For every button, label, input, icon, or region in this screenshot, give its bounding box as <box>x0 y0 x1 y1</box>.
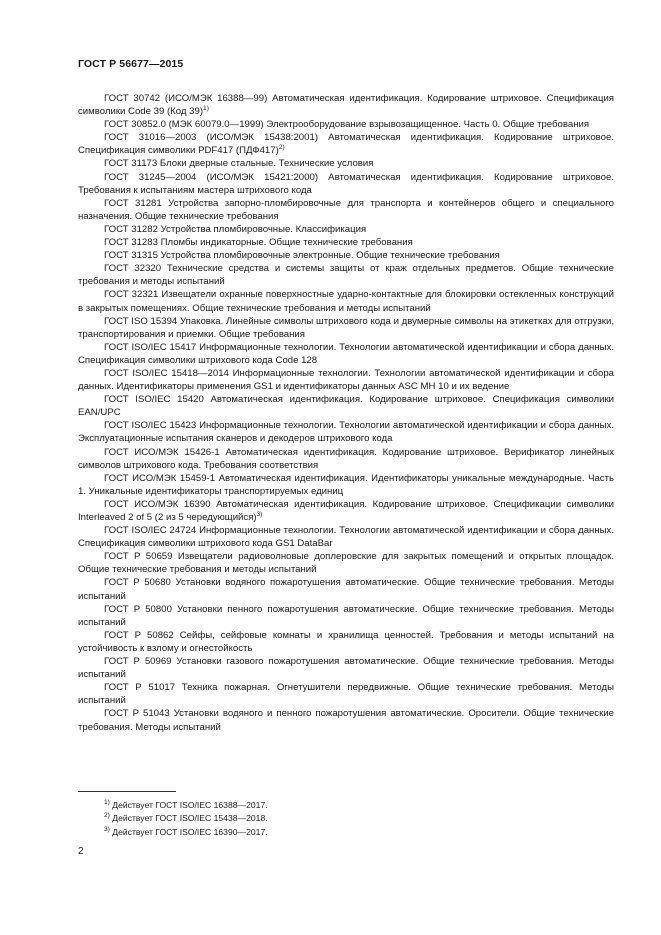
reference-text: ГОСТ Р 50800 Установки пенного пожаротушения автоматические. Общие технические требования. Методы испытаний <box>78 603 614 628</box>
reference-text: ГОСТ 31281 Устройства запорно-пломбировочные для транспорта и контейнеров общего и специального назначения. Общие технические требования <box>78 197 614 222</box>
reference-item <box>78 419 614 445</box>
reference-text: ГОСТ ISO/IEC 15420 Автоматическая идентификация. Кодирование штриховое. Спецификация символики EAN/UPC <box>78 394 614 419</box>
reference-item <box>78 157 614 170</box>
reference-item <box>78 472 614 498</box>
reference-item <box>78 498 614 524</box>
reference-text: ГОСТ 30742 (ИСО/МЭК 16388—99) Автоматическая идентификация. Кодирование штриховое. Спецификация символики Code 39 (Код 39) <box>78 93 614 118</box>
reference-item <box>78 367 614 393</box>
reference-text: ГОСТ 30852.0 (МЭК 60079.0—1999) Электрооборудование взрывозащищенное. Часть 0. Общие требования <box>104 119 590 131</box>
reference-text: ГОСТ Р 50969 Установки газового пожаротушения автоматические. Общие технические требования. Методы испытаний <box>78 656 614 681</box>
document-header: ГОСТ Р 56677—2015 <box>78 58 184 70</box>
reference-text: ГОСТ Р 51043 Установки водяного и пенного пожаротушения автоматические. Оросители. Общие технические требования. Методы испытаний <box>78 708 614 733</box>
reference-item <box>78 629 614 655</box>
reference-item <box>78 341 614 367</box>
normative-references-list <box>78 92 614 734</box>
reference-item <box>78 655 614 681</box>
reference-text: ГОСТ ISO/IEC 15423 Информационные технологии. Технологии автоматической идентификации и сбора данных. Эксплуатационные испытания сканеров и декодеров штрихового кода <box>78 420 614 445</box>
reference-text: ГОСТ 31283 Пломбы индикаторные. Общие технические требования <box>104 237 413 249</box>
reference-item <box>78 197 614 223</box>
footnote-text: Действует ГОСТ ISO/IEC 16388—2017. <box>112 800 268 810</box>
reference-text: ГОСТ ИСО/МЭК 16390 Автоматическая идентификация. Кодирование штриховое. Спецификации символики Interleaved 2 of 5 (2 из 5 чередующийся) <box>78 498 614 523</box>
footnote-mark: 3) <box>104 825 110 833</box>
footnote-marker: 2) <box>278 144 285 152</box>
footnote-item <box>104 826 604 839</box>
reference-text: ГОСТ Р 50862 Сейфы, сейфовые комнаты и хранилища ценностей. Требования и методы испытаний на устойчивость к взлому и огнестойкость <box>78 629 614 654</box>
reference-text: ГОСТ ISO 15394 Упаковка. Линейные символы штрихового кода и двумерные символы на этикетках для отгрузки, транспортирования и приемки. Общие требования <box>78 315 614 340</box>
footnote-marker: 1) <box>203 104 209 112</box>
reference-text: ГОСТ 32320 Технические средства и системы защиты от краж отдельных предметов. Общие технические требования и методы испытаний <box>78 263 614 288</box>
reference-item <box>78 118 614 131</box>
footnotes-list <box>104 799 604 839</box>
footnote-item <box>104 812 604 825</box>
page-number: 2 <box>78 846 84 857</box>
reference-item <box>78 681 614 707</box>
footnote-separator <box>78 791 176 792</box>
reference-text: ГОСТ 31245—2004 (ИСО/МЭК 15421:2000) Автоматическая идентификация. Кодирование штриховое. Требования к испытаниям мастера штрихового кода <box>78 171 614 196</box>
reference-text: ГОСТ ИСО/МЭК 15426-1 Автоматическая идентификация. Кодирование штриховое. Верификатор линейных символов штрихового кода. Требования соответствия <box>78 446 614 471</box>
reference-text: ГОСТ ISO/IEC 24724 Информационные технологии. Технологии автоматической идентификации и сбора данных. Спецификация символики штрихового кода GS1 DataBar <box>78 525 614 550</box>
reference-text: ГОСТ 31315 Устройства пломбировочные электронные. Общие технические требования <box>104 250 500 262</box>
reference-text: ГОСТ 31282 Устройства пломбировочные. Классификация <box>104 223 367 235</box>
reference-text: ГОСТ ISO/IEC 15418—2014 Информационные технологии. Технологии автоматической идентификации и сбора данных. Идентификаторы применения GS1 и идентификаторы данных ASC MH 10 и их ведение <box>78 367 614 393</box>
reference-text: ГОСТ 31016—2003 (ИСО/МЭК 15438:2001) Автоматическая идентификация. Кодирование штриховое. Спецификация символики PDF417 (ПДФ417) <box>78 132 614 157</box>
reference-item <box>78 603 614 629</box>
reference-item <box>78 262 614 288</box>
reference-item <box>78 249 614 262</box>
footnote-mark: 2) <box>104 812 110 820</box>
footnote-item <box>104 799 604 812</box>
reference-text: ГОСТ 32321 Извещатели охранные поверхностные ударно-контактные для блокировки остекленных конструкций в закрытых помещениях. Общие технические требования и методы испытаний <box>78 289 614 314</box>
reference-text: ГОСТ Р 50680 Установки водяного пожаротушения автоматические. Общие технические требования. Методы испытаний <box>78 577 614 602</box>
reference-item <box>78 550 614 576</box>
reference-item <box>78 236 614 249</box>
reference-text: ГОСТ ISO/IEC 15417 Информационные технологии. Технологии автоматической идентификации и сбора данных. Спецификация символики штрихового кода Code 128 <box>78 341 614 366</box>
reference-item <box>78 92 614 118</box>
footnote-mark: 1) <box>104 799 110 807</box>
reference-text: ГОСТ ИСО/МЭК 15459-1 Автоматическая идентификация. Идентификаторы уникальные международные. Часть 1. Уникальные идентификаторы транспортируемых единиц <box>78 472 614 497</box>
reference-item <box>78 524 614 550</box>
reference-item <box>78 131 614 157</box>
reference-item <box>78 576 614 602</box>
reference-text: ГОСТ Р 50659 Извещатели радиоволновые доплеровские для закрытых помещений и открытых площадок. Общие технические требования и методы испытаний <box>78 551 614 576</box>
reference-text: ГОСТ Р 51017 Техника пожарная. Огнетушители передвижные. Общие технические требования. Методы испытаний <box>78 682 614 707</box>
footnote-text: Действует ГОСТ ISO/IEC 15438—2018. <box>112 813 268 824</box>
reference-item <box>78 171 614 197</box>
footnote-text: Действует ГОСТ ISO/IEC 16390—2017. <box>112 826 268 837</box>
reference-item <box>78 315 614 341</box>
reference-text: ГОСТ 31173 Блоки дверные стальные. Технические условия <box>104 158 374 170</box>
reference-item <box>78 223 614 236</box>
footnote-marker: 3) <box>256 510 263 518</box>
reference-item <box>78 446 614 472</box>
reference-item <box>78 288 614 314</box>
reference-item <box>78 393 614 419</box>
reference-item <box>78 707 614 733</box>
